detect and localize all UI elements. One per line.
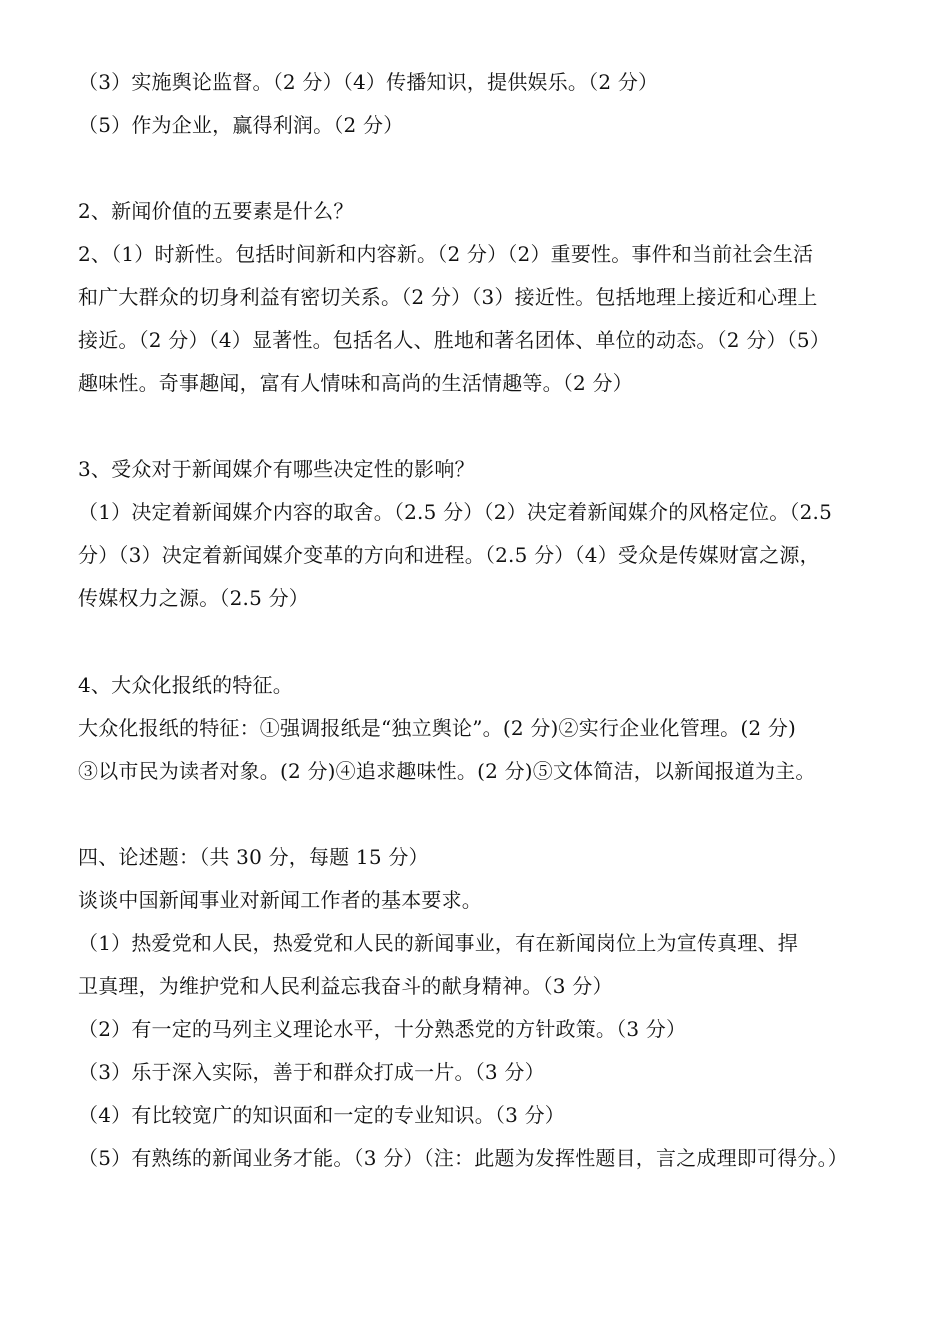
answer-line: （3）实施舆论监督。（2 分）（4）传播知识，提供娱乐。（2 分） (78, 70, 659, 94)
question-title: 谈谈中国新闻事业对新闻工作者的基本要求。 (78, 888, 482, 912)
answer-line: 2、（1）时新性。包括时间新和内容新。（2 分）（2）重要性。事件和当前社会生活 (78, 242, 814, 266)
answer-line: （5）有熟练的新闻业务才能。（3 分）（注：此题为发挥性题目，言之成理即可得分。） (78, 1146, 849, 1170)
answer-line: 和广大群众的切身利益有密切关系。（2 分）（3）接近性。包括地理上接近和心理上 (78, 285, 818, 309)
answer-line: 趣味性。奇事趣闻，富有人情味和高尚的生活情趣等。（2 分） (78, 371, 633, 395)
answer-line: 分）（3）决定着新闻媒介变革的方向和进程。（2.5 分）（4）受众是传媒财富之源， (78, 543, 820, 567)
answer-line: （1）热爱党和人民，热爱党和人民的新闻事业，有在新闻岗位上为宣传真理、捍 (78, 931, 798, 955)
answer-line: （3）乐于深入实际，善于和群众打成一片。（3 分） (78, 1060, 545, 1084)
answer-line: （1）决定着新闻媒介内容的取舍。（2.5 分）（2）决定着新闻媒介的风格定位。（2.5 (78, 500, 833, 524)
question-title: 2、新闻价值的五要素是什么？ (78, 199, 354, 223)
answer-line: （4）有比较宽广的知识面和一定的专业知识。（3 分） (78, 1103, 566, 1127)
section-heading: 四、论述题：（共 30 分，每题 15 分） (78, 845, 429, 869)
answer-line: 大众化报纸的特征：①强调报纸是“独立舆论”。(2 分)②实行企业化管理。(2 分) (78, 716, 797, 740)
answer-line: （2）有一定的马列主义理论水平，十分熟悉党的方针政策。（3 分） (78, 1017, 687, 1041)
answer-line: ③以市民为读者对象。(2 分)④追求趣味性。(2 分)⑤文体简洁，以新闻报道为主。 (78, 759, 816, 783)
answer-line: 卫真理，为维护党和人民利益忘我奋斗的献身精神。（3 分） (78, 974, 613, 998)
answer-line: （5）作为企业，赢得利润。（2 分） (78, 113, 404, 137)
question-title: 3、受众对于新闻媒介有哪些决定性的影响？ (78, 457, 475, 481)
question-title: 4、大众化报纸的特征。 (78, 673, 293, 697)
answer-line: 接近。（2 分）（4）显著性。包括名人、胜地和著名团体、单位的动态。（2 分）（5） (78, 328, 831, 352)
answer-line: 传媒权力之源。（2.5 分） (78, 586, 309, 610)
